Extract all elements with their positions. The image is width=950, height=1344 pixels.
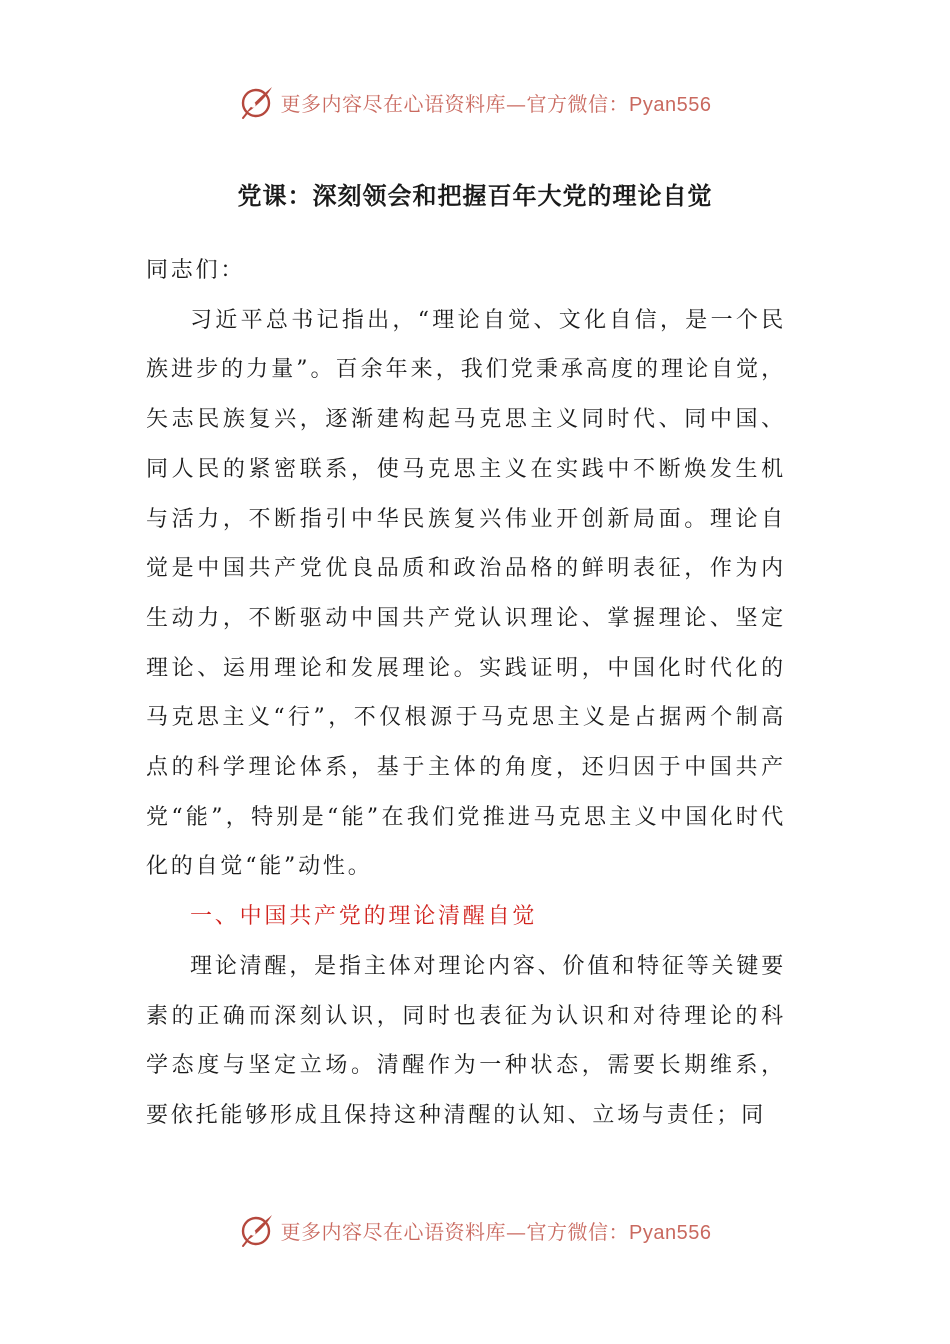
footer-banner [0,1210,950,1250]
banner-wechat-id: Pyan556 [629,1221,712,1244]
document-title: 党课：深刻领会和把握百年大党的理论自觉 [237,182,713,210]
section-heading-1: 一、中国共产党的理论清醒自觉 [190,904,538,930]
banner-slogan: 更多内容尽在心语资料库—官方微信： [280,1219,630,1244]
banner-text [281,1216,712,1245]
header-banner [0,82,950,122]
banner-slogan: 更多内容尽在心语资料库—官方微信： [280,91,630,116]
banner-text [281,88,712,117]
body-paragraph-1: 习近平总书记指出，“理论自觉、文化自信，是一个民族进步的力量”。百余年来，我们党秉承高度的理论自觉，矢志民族复兴，逐渐建构起马克思主义同时代、同中国、同人民的紧密联系，使马克思主义在实践中不断焕发生机与活力，不断指引中华民族复兴伟业开创新局面。理论自觉是中国共产党优良品质和政治品格的鲜明表征，作为内生动力，不断驱动中国共产党认识理论、掌握理论、坚定理论、运用理论和发展理论。实践证明，中国化时代化的马克思主义“行”，不仅根源于马克思主义是占据两个制高点的科学理论体系，基于主体的角度，还归因于中国共产党“能”，特别是“能”在我们党推进马克思主义中国化时代化的自觉“能”动性。 [146,307,786,880]
quill-pen-logo-icon [239,84,275,120]
document-body [146,246,786,1141]
banner-wechat-id: Pyan556 [629,93,712,116]
salutation: 同志们： [146,258,246,283]
body-paragraph-2: 理论清醒，是指主体对理论内容、价值和特征等关键要素的正确而深刻认识，同时也表征为认识和对待理论的科学态度与坚定立场。清醒作为一种状态，需要长期维系，要依托能够形成且保持这种清醒的认知、立场与责任；同 [146,953,786,1128]
quill-pen-logo-icon [239,1212,275,1248]
